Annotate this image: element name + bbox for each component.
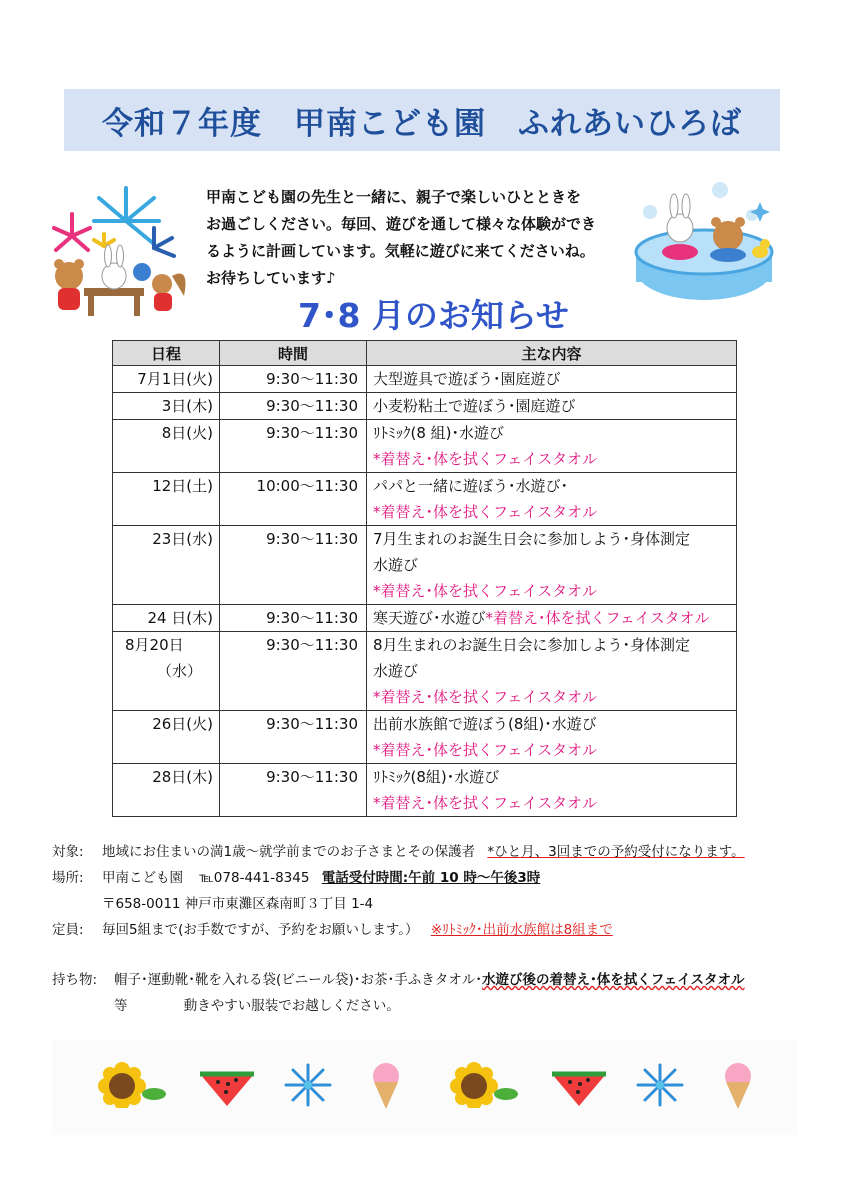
phone-hours: 電話受付時間:午前 10 時～午後3時 [321, 870, 541, 886]
fireworks-bear-bunny-icon [44, 176, 194, 321]
row-note: *着替え･体を拭くフェイスタオル [373, 450, 598, 468]
intro-line: るように計画しています。気軽に遊びに来てくださいね。 [206, 242, 595, 260]
row-content-text-2: 水遊び [373, 556, 419, 574]
address-line [102, 892, 373, 912]
row-content [367, 473, 737, 526]
row-date: 7月1日(火) [113, 366, 220, 393]
row-content [367, 366, 737, 393]
row-note: *着替え･体を拭くフェイスタオル [373, 741, 598, 759]
row-date: 3日(木) [113, 393, 220, 420]
row-note: *着替え･体を拭くフェイスタオル [373, 794, 598, 812]
row-content [367, 764, 737, 817]
row-time: 9:30～11:30 [220, 366, 367, 393]
row-content-text: 7月生まれのお誕生日会に参加しよう･身体測定 [373, 530, 691, 548]
capacity-note: ※ﾘﾄﾐｯｸ･出前水族館は8組まで [430, 922, 613, 938]
row-time: 9:30～11:30 [220, 632, 367, 711]
title-banner [64, 89, 780, 151]
table-row [113, 366, 737, 393]
firework-icon [630, 1062, 690, 1112]
row-time: 9:30～11:30 [220, 605, 367, 632]
items-bold: 水遊び後の着替え･体を拭くフェイスタオル [482, 972, 745, 988]
row-content [367, 393, 737, 420]
row-date: 8日(火) [113, 420, 220, 473]
row-content-text: 大型遊具で遊ぼう･園庭遊び [373, 370, 561, 388]
row-content-text: ﾘﾄﾐｯｸ(8 組)･水遊び [373, 424, 505, 442]
watermelon-icon [548, 1062, 610, 1112]
table-header-row [113, 341, 737, 366]
intro-line: 甲南こども園の先生と一緒に、親子で楽しいひとときを [206, 188, 582, 206]
target-text: 地域にお住まいの満1歳～就学前までのお子さまとその保護者 [102, 844, 476, 860]
row-content [367, 526, 737, 605]
row-time: 9:30～11:30 [220, 764, 367, 817]
row-date [113, 632, 220, 711]
row-note: *着替え･体を拭くフェイスタオル [373, 503, 598, 521]
table-row [113, 711, 737, 764]
column-header-time: 時間 [220, 341, 367, 366]
ice-cream-icon [362, 1062, 410, 1114]
capacity-text: 毎回5組まで(お手数ですが、予約をお願いします。） [102, 922, 419, 938]
row-date: 12日(土) [113, 473, 220, 526]
row-content-text: 寒天遊び･水遊び [373, 609, 486, 627]
clothes-line [114, 994, 400, 1014]
place-tel: ℡078-441-8345 [199, 870, 310, 886]
row-note: *着替え･体を拭くフェイスタオル [373, 582, 598, 600]
capacity-label: 定員: [52, 922, 84, 938]
table-row [113, 393, 737, 420]
row-content-text: 小麦粉粘土で遊ぼう･園庭遊び [373, 397, 576, 415]
items-label: 持ち物: [52, 972, 98, 988]
row-date: 23日(水) [113, 526, 220, 605]
intro-text [206, 184, 616, 292]
row-content-text: 出前水族館で遊ぼう(8組)･水遊び [373, 715, 597, 733]
place-line [52, 866, 540, 886]
row-date: 26日(火) [113, 711, 220, 764]
intro-line: お待ちしています♪ [206, 269, 336, 287]
row-date-line-1: 8月20日 [125, 636, 184, 654]
items-etc: 等 [114, 998, 128, 1014]
place-name: 甲南こども園 [102, 870, 183, 886]
table-row [113, 605, 737, 632]
table-row [113, 764, 737, 817]
intro-line: お過ごしください。毎回、遊びを通して様々な体験ができ [206, 215, 597, 233]
row-content-text: パパと一緒に遊ぼう･水遊び･ [373, 477, 569, 495]
target-line [52, 840, 745, 860]
row-content-text: 8月生まれのお誕生日会に参加しよう･身体測定 [373, 636, 691, 654]
place-label: 場所: [52, 870, 84, 886]
items-text: 帽子･運動靴･靴を入れる袋(ビニール袋)･お茶･手ふきタオル･ [114, 972, 483, 988]
table-row [113, 420, 737, 473]
firework-icon [278, 1062, 338, 1112]
watermelon-icon [196, 1062, 258, 1112]
sunflower-icon [98, 1062, 168, 1112]
notice-subtitle: 7･8 月のお知らせ [298, 296, 569, 335]
row-date: 24 日(木) [113, 605, 220, 632]
row-content [367, 632, 737, 711]
sunflower-icon [450, 1062, 520, 1112]
capacity-line [52, 918, 613, 938]
row-date-line-2: （水） [157, 662, 203, 680]
row-time: 9:30～11:30 [220, 526, 367, 605]
pool-bunny-bear-icon [632, 180, 782, 305]
target-note: *ひと月、3回までの予約受付になります。 [487, 844, 745, 860]
items-clothes: 動きやすい服装でお越しください。 [183, 998, 400, 1014]
ice-cream-icon [714, 1062, 762, 1114]
row-content-text-2: 水遊び [373, 662, 419, 680]
column-header-content: 主な内容 [367, 341, 737, 366]
target-label: 対象: [52, 844, 84, 860]
row-time: 10:00～11:30 [220, 473, 367, 526]
page-title: 令和７年度 甲南こども園 ふれあいひろば [102, 105, 742, 142]
row-content [367, 605, 737, 632]
row-note: *着替え･体を拭くフェイスタオル [373, 688, 598, 706]
row-time: 9:30～11:30 [220, 420, 367, 473]
row-time: 9:30～11:30 [220, 711, 367, 764]
table-row [113, 632, 737, 711]
column-header-date: 日程 [113, 341, 220, 366]
schedule-table [112, 340, 737, 817]
row-date: 28日(木) [113, 764, 220, 817]
table-row [113, 526, 737, 605]
row-note: *着替え･体を拭くフェイスタオル [485, 609, 710, 627]
row-content [367, 420, 737, 473]
row-content [367, 711, 737, 764]
address: 〒658-0011 神戸市東灘区森南町３丁目 1-4 [102, 896, 374, 912]
items-line [52, 968, 744, 988]
row-content-text: ﾘﾄﾐｯｸ(8組)･水遊び [373, 768, 500, 786]
table-row [113, 473, 737, 526]
row-time: 9:30～11:30 [220, 393, 367, 420]
